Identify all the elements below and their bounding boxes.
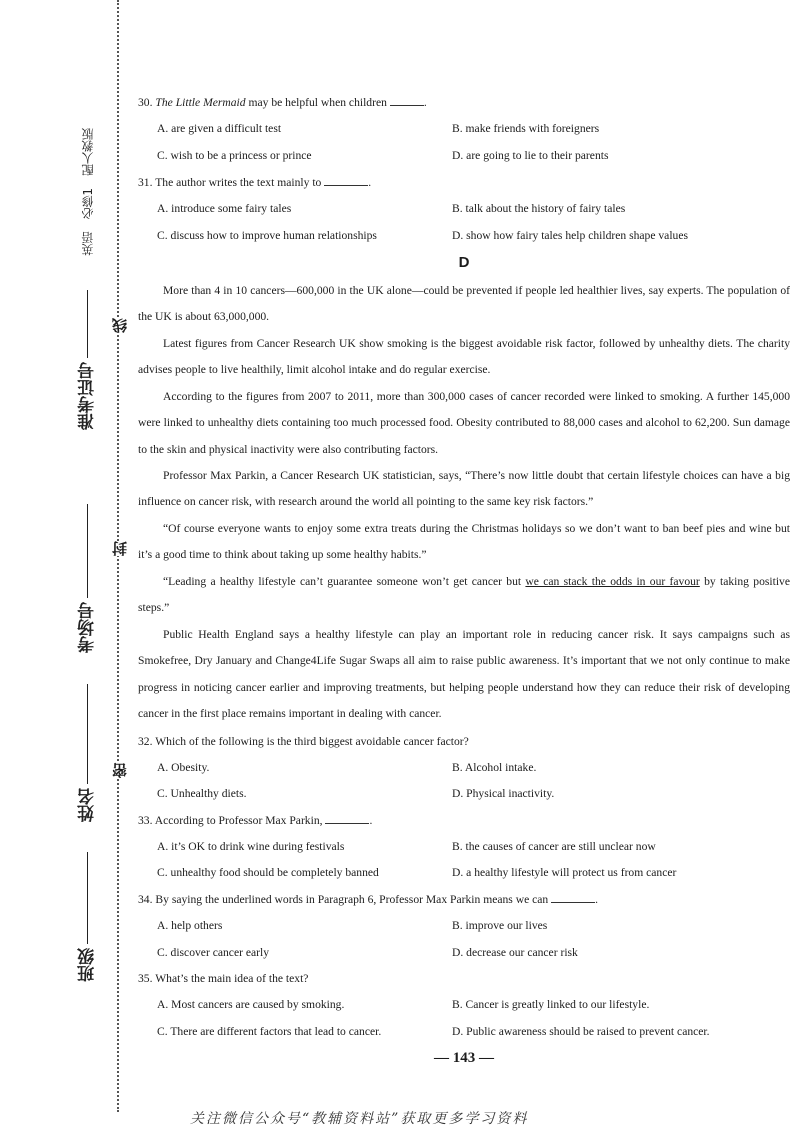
answer-blank[interactable] <box>390 105 424 106</box>
question-30 <box>138 96 427 109</box>
question-stem: According to Professor Max Parkin, <box>154 814 323 827</box>
q31-option-c[interactable]: C. discuss how to improve human relationships <box>157 229 377 242</box>
book-title: The Little Mermaid <box>155 96 246 109</box>
book-info: 英语 必修1 配人教版 <box>81 128 95 256</box>
passage-paragraph-4: Professor Max Parkin, a Cancer Research UK statistician, says, “There’s now little doubt that certain lifestyle choices can have a big influence on cancer risk, with research around the world all pointing to the same key risk factors.” <box>138 469 790 509</box>
paragraph-6-text: “Leading a healthy lifestyle can’t guarantee someone won’t get cancer but <box>163 575 526 588</box>
paragraph-6-text-end: by taking positive steps.” <box>138 575 791 615</box>
class-label: 班级 <box>78 948 98 982</box>
question-stem: may be helpful when children <box>245 96 387 109</box>
question-31 <box>138 176 371 189</box>
question-32 <box>138 735 469 748</box>
q33-option-a[interactable]: A. it’s OK to drink wine during festivals <box>157 840 345 853</box>
q32-option-a[interactable]: A. Obesity. <box>157 761 210 774</box>
question-end: . <box>595 893 599 906</box>
question-35 <box>138 972 308 985</box>
name-label: 姓名 <box>78 788 98 822</box>
answer-blank[interactable] <box>551 902 595 903</box>
section-heading: D <box>458 254 470 271</box>
question-34 <box>138 893 598 906</box>
question-number: 35. <box>138 972 153 985</box>
q32-option-d[interactable]: D. Physical inactivity. <box>452 787 555 800</box>
ticket-number-blank <box>88 290 89 358</box>
q30-option-c[interactable]: C. wish to be a princess or prince <box>157 149 312 162</box>
q31-option-d[interactable]: D. show how fairy tales help children shape values <box>452 229 688 242</box>
question-number: 30. <box>138 96 153 109</box>
passage-paragraph-6 <box>138 569 790 622</box>
q33-option-b[interactable]: B. the causes of cancer are still unclear now <box>452 840 656 853</box>
q30-option-d[interactable]: D. are going to lie to their parents <box>452 149 609 162</box>
q31-option-a[interactable]: A. introduce some fairy tales <box>157 202 292 215</box>
seal-char-mi: 密 <box>111 763 129 778</box>
answer-blank[interactable] <box>325 823 369 824</box>
question-number: 34. <box>138 893 153 906</box>
q34-option-d[interactable]: D. decrease our cancer risk <box>452 946 578 959</box>
seal-dotted-line <box>117 0 119 1112</box>
question-end: . <box>368 176 372 189</box>
question-end: . <box>369 814 373 827</box>
footer-watermark-text: 关注微信公众号“教辅资料站”获取更多学习资料 <box>190 1111 529 1127</box>
question-number: 31. <box>138 176 153 189</box>
answer-blank[interactable] <box>324 185 368 186</box>
page-number: — 143 — <box>434 1050 494 1066</box>
q34-option-c[interactable]: C. discover cancer early <box>157 946 270 959</box>
q35-option-b[interactable]: B. Cancer is greatly linked to our lifestyle. <box>452 998 650 1011</box>
q33-option-d[interactable]: D. a healthy lifestyle will protect us from cancer <box>452 866 677 879</box>
exam-room-blank <box>88 504 89 598</box>
exam-room-label: 考场号 <box>78 602 98 653</box>
binding-margin <box>0 0 130 1134</box>
name-field[interactable] <box>80 680 97 822</box>
passage-paragraph-5: “Of course everyone wants to enjoy some extra treats during the Christmas holidays so we don’t want to ban beef pies and wine but it’s a good time to think about taking up some healthy habits.” <box>138 522 790 562</box>
ticket-number-label: 准考证号 <box>78 362 98 430</box>
passage-paragraph-1: More than 4 in 10 cancers—600,000 in the UK alone—could be prevented if people led healthier lives, say experts. The population of the UK is about 63,000,000. <box>138 284 790 324</box>
name-blank <box>88 684 89 784</box>
q32-option-c[interactable]: C. Unhealthy diets. <box>157 787 247 800</box>
q34-option-a[interactable]: A. help others <box>157 919 223 932</box>
class-field[interactable] <box>80 848 97 982</box>
passage-paragraph-2: Latest figures from Cancer Research UK show smoking is the biggest avoidable risk factor, followed by unhealthy diets. The charity advises people to live healthily, limit alcohol intake and do regular exercise. <box>138 337 790 377</box>
q30-option-b[interactable]: B. make friends with foreigners <box>452 122 600 135</box>
question-stem: The author writes the text mainly to <box>155 176 322 189</box>
passage-paragraph-3: According to the figures from 2007 to 2011, more than 300,000 cases of cancer recorded were linked to smoking. A further 145,000 were linked to unhealthy diets containing too much processed food. Obesity contributed to 88,000 cases and alcohol to 62,200. Sun damage to the skin and physical inactivity were also contributing factors. <box>138 390 790 456</box>
q34-option-b[interactable]: B. improve our lives <box>452 919 548 932</box>
seal-char-xian: 线 <box>111 318 129 333</box>
seal-char-feng: 封 <box>111 541 129 556</box>
q33-option-c[interactable]: C. unhealthy food should be completely banned <box>157 866 379 879</box>
question-end: . <box>423 96 427 109</box>
q35-option-c[interactable]: C. There are different factors that lead to cancer. <box>157 1025 382 1038</box>
question-33 <box>138 814 372 827</box>
q31-option-b[interactable]: B. talk about the history of fairy tales <box>452 202 626 215</box>
question-stem: What’s the main idea of the text? <box>155 972 309 985</box>
underlined-phrase: we can stack the odds in our favour <box>525 575 700 588</box>
ticket-number-field[interactable] <box>80 286 97 430</box>
exam-room-field[interactable] <box>80 500 97 653</box>
q32-option-b[interactable]: B. Alcohol intake. <box>452 761 537 774</box>
q30-option-a[interactable]: A. are given a difficult test <box>157 122 282 135</box>
passage-paragraph-7: Public Health England says a healthy lifestyle can play an important role in reducing cancer risk. It says campaigns such as Smokefree, Dry January and Change4Life Sugar Swaps all aim to raise public awareness. It’s important that we not only continue to make progress in noticing cancer earlier and improving treatments, but helping people understand how they can reduce their risk of developing cancer in the first place remains important in dealing with cancer. <box>138 628 790 721</box>
class-blank <box>88 852 89 944</box>
question-number: 33. <box>138 814 153 827</box>
question-stem: Which of the following is the third biggest avoidable cancer factor? <box>155 735 469 748</box>
question-number: 32. <box>138 735 153 748</box>
question-stem: By saying the underlined words in Paragraph 6, Professor Max Parkin means we can <box>155 893 549 906</box>
q35-option-a[interactable]: A. Most cancers are caused by smoking. <box>157 998 345 1011</box>
q35-option-d[interactable]: D. Public awareness should be raised to prevent cancer. <box>452 1025 710 1038</box>
